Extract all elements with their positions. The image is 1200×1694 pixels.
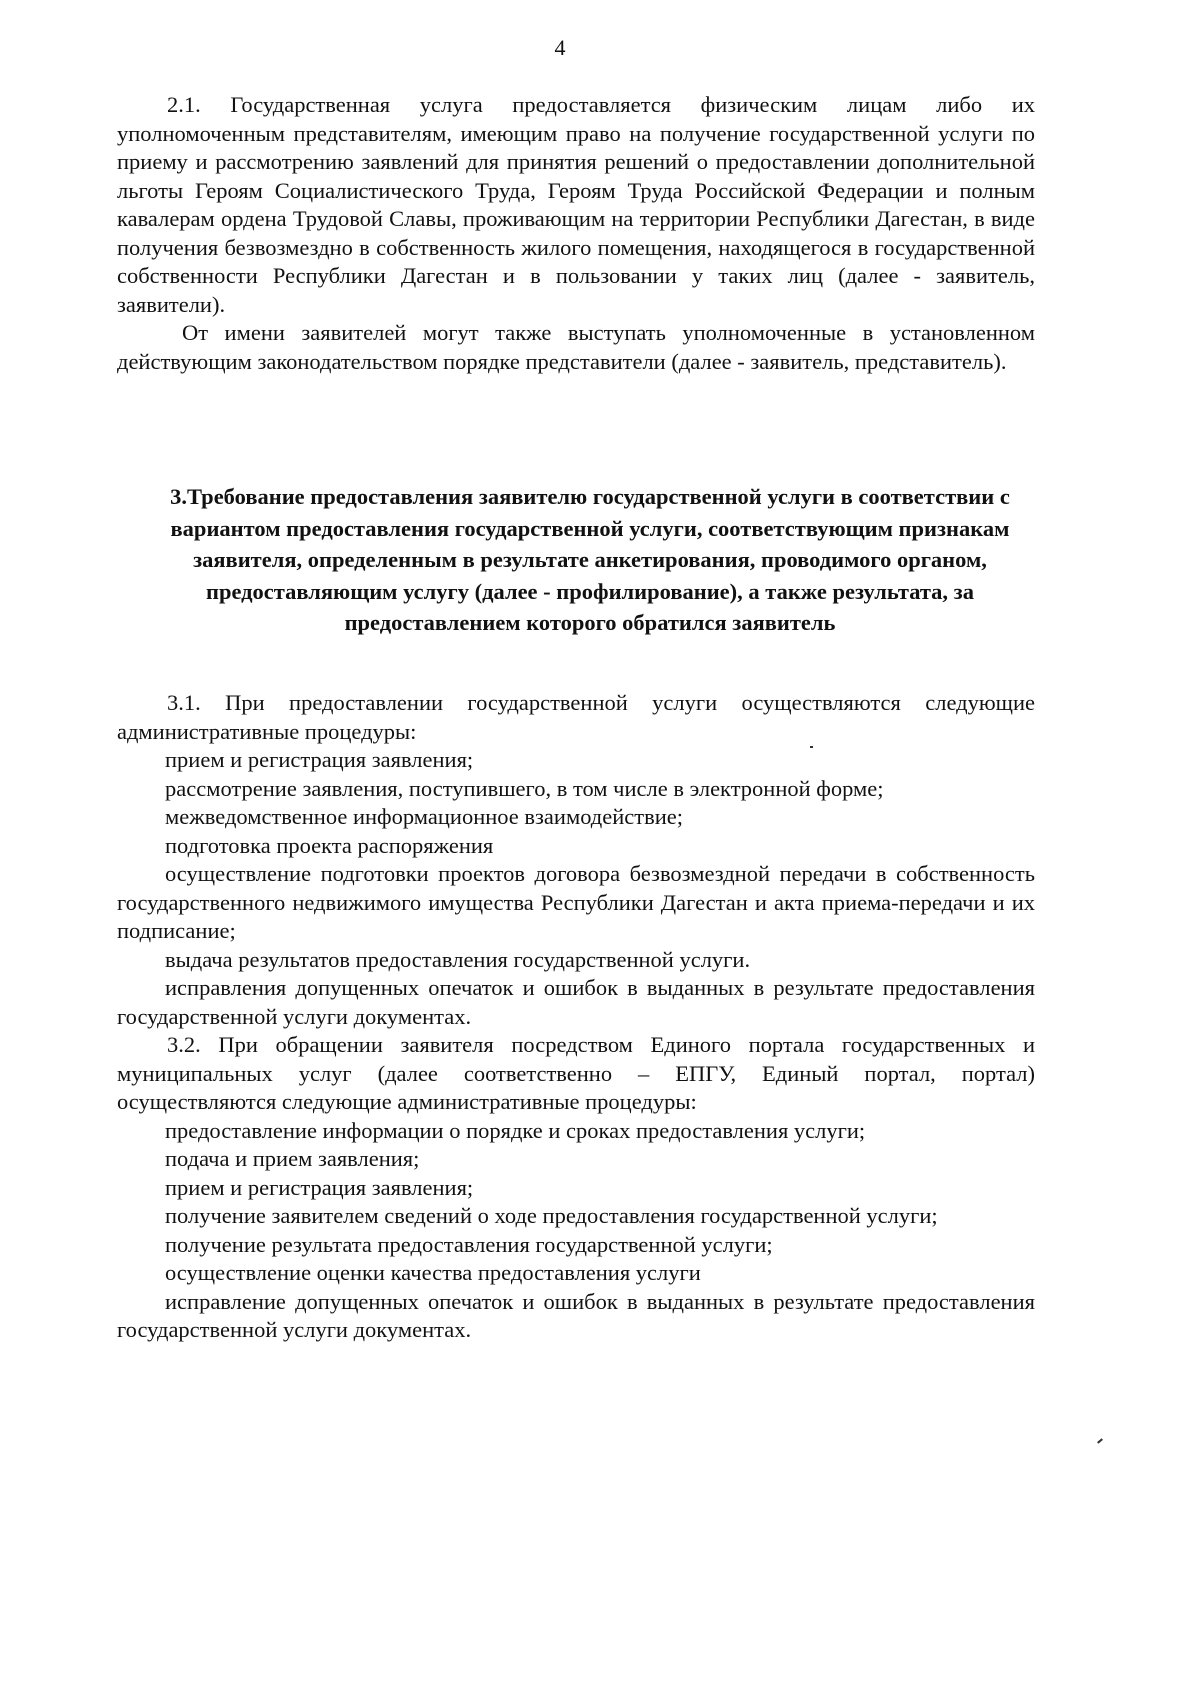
section-2-body xyxy=(117,91,1035,376)
list-item: прием и регистрация заявления; xyxy=(165,747,474,772)
list-item: прием и регистрация заявления; xyxy=(165,1174,474,1200)
list-item: выдача результатов предоставления государственной услуги. xyxy=(165,946,751,972)
paragraph-2-representatives: От имени заявителей могут также выступать уполномоченные в установленном действующим законодательством порядке представители (далее - заявитель, представитель). xyxy=(117,320,1035,374)
list-item: получение результата предоставления государственной услуги; xyxy=(165,1231,773,1257)
list-item: межведомственное информационное взаимодействие; xyxy=(165,804,683,829)
list-item: рассмотрение заявления, поступившего, в том числе в электронной форме; xyxy=(165,775,884,801)
list-item: исправления допущенных опечаток и ошибок в выданных в результате предоставления государственной услуги документах. xyxy=(117,975,1035,1029)
scan-speck xyxy=(810,746,813,748)
list-item: подача и прием заявления; xyxy=(165,1146,420,1171)
paragraph-3-1: 3.1. При предоставлении государственной услуги осуществляются следующие административные процедуры: xyxy=(117,690,1035,744)
list-item: подготовка проекта распоряжения xyxy=(165,832,494,858)
list-item: осуществление подготовки проектов договора безвозмездной передачи в собственность государственного недвижимого имущества Республики Дагестан и акта приема-передачи и их подписание; xyxy=(117,861,1035,943)
list-item: получение заявителем сведений о ходе предоставления государственной услуги; xyxy=(165,1203,938,1228)
page-number: 4 xyxy=(554,35,566,60)
list-item: предоставление информации о порядке и сроках предоставления услуги; xyxy=(165,1117,866,1143)
section-3-heading: 3.Требование предоставления заявителю государственной услуги в соответствии с вариантом предоставления государственной услуги, соответствующим признакам заявителя, определенным в результате анкетирования, проводимого органом, предоставляющим услугу (далее - профилирование), а также результата, за предоставлением которого обратился заявитель xyxy=(170,484,1010,635)
paragraph-3-2: 3.2. При обращении заявителя посредством Единого портала государственных и муниципальных услуг (далее соответственно – ЕПГУ, Единый портал, портал) осуществляются следующие административные процедуры: xyxy=(117,1032,1035,1114)
paragraph-2-1: 2.1. Государственная услуга предоставляется физическим лицам либо их уполномоченным представителям, имеющим право на получение государственной услуги по приему и рассмотрению заявлений для принятия решений о предоставлении дополнительной льготы Героям Социалистического Труда, Героям Труда Российской Федерации и полным кавалерам ордена Трудовой Славы, проживающим на территории Республики Дагестан, в виде получения безвозмездно в собственность жилого помещения, находящегося в государственной собственности Республики Дагестан и в пользовании у таких лиц (далее - заявитель, заявители). xyxy=(117,92,1035,317)
procedure-list-3-1 xyxy=(117,746,1035,1031)
section-3-body xyxy=(117,689,1035,1345)
scan-speck xyxy=(1097,1438,1103,1443)
list-item: исправление допущенных опечаток и ошибок в выданных в результате предоставления государственной услуги документах. xyxy=(117,1288,1035,1342)
list-item: осуществление оценки качества предоставления услуги xyxy=(165,1260,701,1285)
procedure-list-3-2 xyxy=(117,1117,1035,1345)
